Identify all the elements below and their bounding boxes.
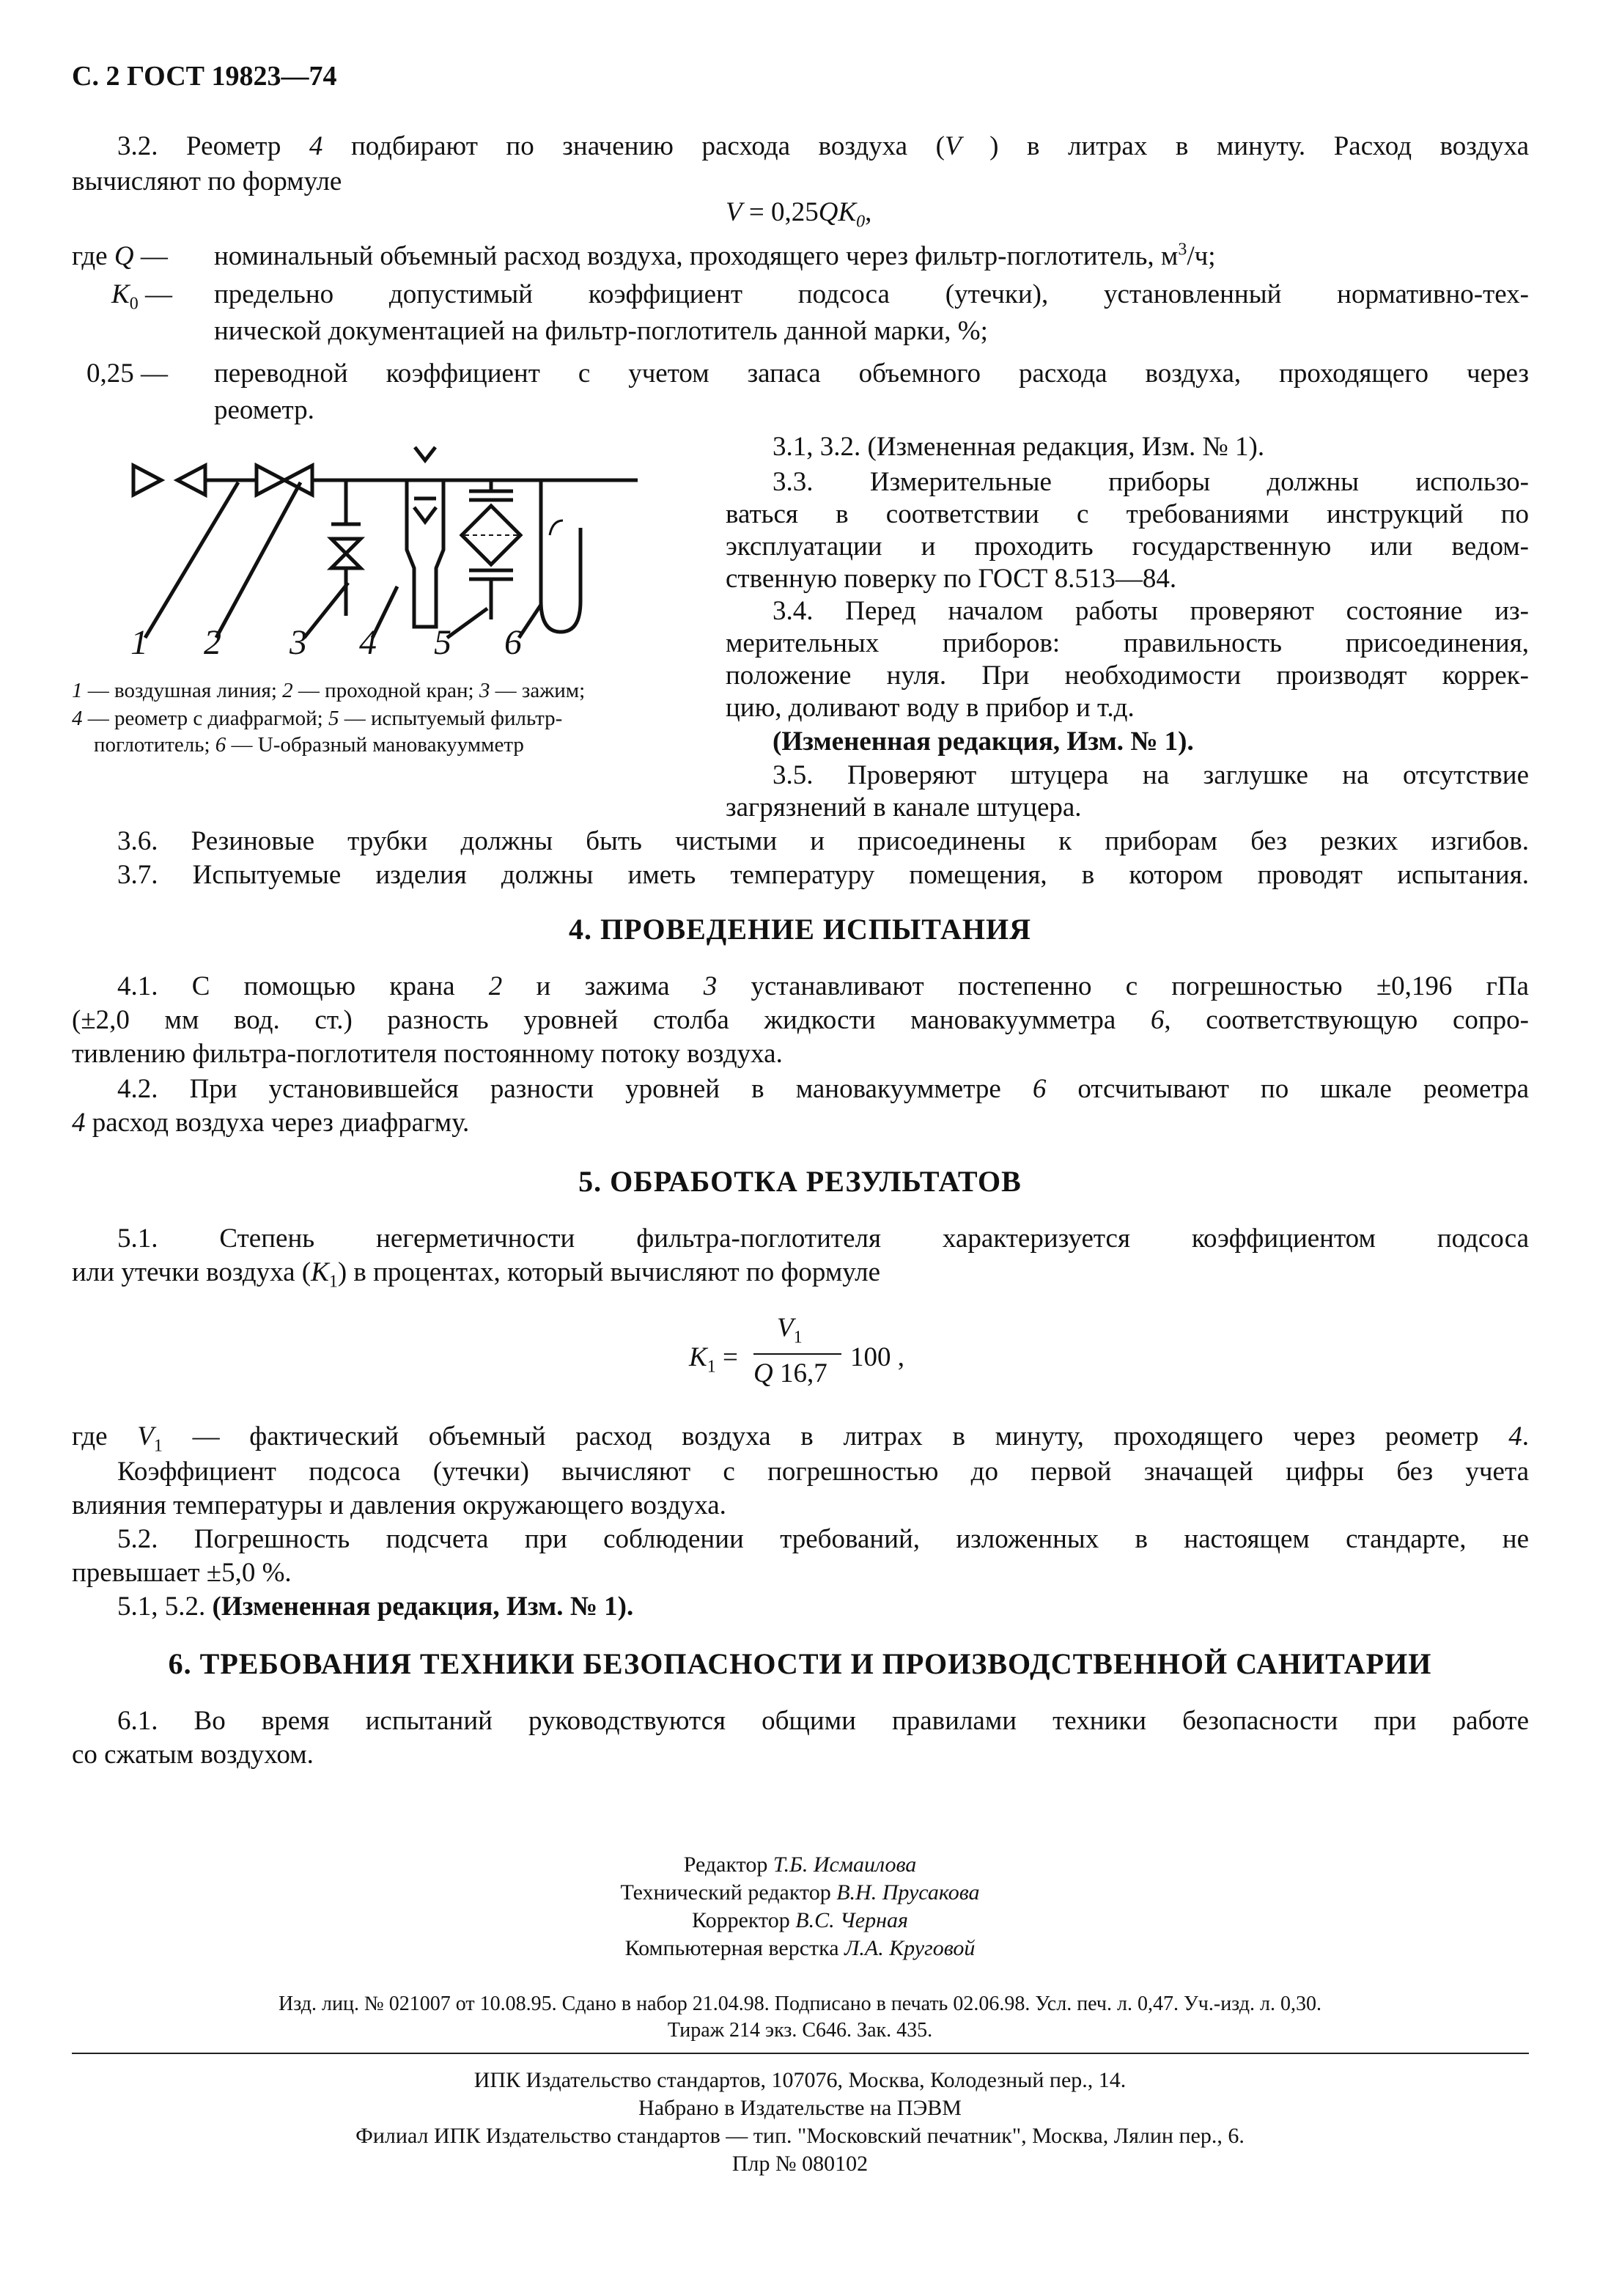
imprint-line1: Изд. лиц. № 021007 от 10.08.95. Сдано в набор 21.04.98. Подписано в печать 02.06.98. Усл. печ. л. 0,47. Уч.-изд. л. 0,30.: [279, 1993, 1321, 2015]
text: (±2,0 мм вод. ст.) разность уровней столба жидкости мановакуумметра: [72, 1005, 1151, 1035]
caption-text: — U-образный мановакуумметр: [226, 733, 524, 757]
imprint-line2: Тираж 214 экз. С646. Зак. 435.: [667, 2019, 933, 2042]
text: ) в литрах в минуту. Расход воздуха: [961, 131, 1529, 161]
caption-num: 4: [72, 707, 83, 730]
p41-line1: [117, 971, 1529, 1003]
figure-caption-line3: [94, 732, 524, 758]
ref-4: 4: [309, 131, 323, 161]
schematic-svg: [125, 440, 638, 660]
text: 16,7: [773, 1358, 827, 1388]
ref-3: 3: [703, 971, 718, 1001]
subscript: 1: [328, 1272, 338, 1292]
subscript: 1: [153, 1436, 163, 1456]
text: ) в процентах, который вычисляют по формуле: [337, 1257, 881, 1287]
credit-editor: [0, 1852, 1600, 1877]
person-name: В.С. Черная: [795, 1908, 908, 1932]
subscript: 0: [856, 212, 866, 232]
caption-num: 1: [72, 679, 83, 702]
formula-lhs: [689, 1342, 738, 1377]
caption-text: — испытуемый фильтр-: [339, 707, 563, 730]
text: где: [72, 1421, 138, 1451]
p51-line1: 5.1. Степень негерметичности фильтра-поглотителя характеризуется коэффициентом подсоса: [117, 1224, 1529, 1254]
text: подбирают по значению расхода воздуха (: [322, 131, 945, 161]
text: Компьютерная верстка: [624, 1936, 845, 1960]
subscript: 1: [793, 1328, 803, 1347]
def-025-line1: переводной коэффициент с учетом запаса объемного расхода воздуха, проходящего через: [214, 358, 1529, 389]
dash: —: [140, 241, 168, 271]
def-text: /ч;: [1187, 241, 1216, 271]
formula-V: [726, 196, 872, 232]
p33-line4: ственную поверку по ГОСТ 8.513—84.: [726, 564, 1177, 594]
caption-text: поглотитель;: [94, 733, 215, 757]
caption-text: — проходной кран;: [292, 679, 479, 702]
text: устанавливают постепенно с погрешностью ±0,196 гПа: [717, 971, 1529, 1001]
amendment-3-1-3-2: [773, 431, 1264, 463]
text: ,: [865, 197, 872, 227]
person-name: Т.Б. Исмаилова: [773, 1852, 917, 1877]
fraction-bar: [753, 1353, 841, 1355]
text: и зажима: [502, 971, 704, 1001]
caption-text: — зажим;: [490, 679, 586, 702]
coef-line2: влияния температуры и давления окружающего воздуха.: [72, 1490, 726, 1520]
person-name: В.Н. Прусакова: [836, 1880, 980, 1905]
text: = 0,25: [742, 197, 819, 227]
credit-corrector: [0, 1907, 1600, 1933]
ref-4: 4: [72, 1108, 86, 1138]
publisher-line1: ИПК Издательство стандартов, 107076, Москва, Колодезный пер., 14.: [473, 2068, 1127, 2092]
where-V1: [72, 1421, 1529, 1456]
paragraph-3-2-line2: вычисляют по формуле: [72, 166, 342, 196]
amendment-note: (Измененная редакция, Изм. № 1).: [212, 1592, 634, 1622]
symbol-QK: QK: [818, 197, 857, 227]
text: расход воздуха через диафрагму.: [85, 1108, 470, 1138]
symbol-K: K: [689, 1342, 707, 1372]
formula-numerator: [777, 1312, 803, 1347]
symbol-Q: Q: [753, 1358, 773, 1388]
text: 4.1. С помощью крана: [117, 971, 489, 1001]
fig-label-6: 6: [504, 623, 522, 660]
fig-label-1: 1: [130, 623, 148, 660]
symbol-K0: K: [111, 279, 130, 309]
p52-line1: 5.2. Погрешность подсчета при соблюдении требований, изложенных в настоящем стандарте, не: [117, 1524, 1529, 1554]
section-5-title: 5. ОБРАБОТКА РЕЗУЛЬТАТОВ: [578, 1165, 1022, 1198]
figure-caption-line1: [72, 677, 585, 704]
ref-2: 2: [488, 971, 503, 1001]
page-header: С. 2 ГОСТ 19823—74: [72, 61, 337, 92]
subscript: 0: [129, 294, 139, 314]
publisher-line4: Плр № 080102: [731, 2152, 869, 2176]
caption-num: 6: [215, 733, 226, 757]
amendment-3-4: (Измененная редакция, Изм. № 1).: [773, 726, 1194, 757]
text: Корректор: [692, 1908, 796, 1932]
p34-line2: мерительных приборов: правильность присоединения,: [726, 628, 1529, 658]
fig-label-4: 4: [359, 623, 377, 660]
p33-line3: эксплуатации и проходить государственную или ведом-: [726, 531, 1529, 562]
section-6-title: 6. ТРЕБОВАНИЯ ТЕХНИКИ БЕЗОПАСНОСТИ И ПРОИЗВОДСТВЕННОЙ САНИТАРИИ: [168, 1647, 1432, 1680]
person-name: Л.А. Круговой: [844, 1936, 976, 1960]
formula-multiplier: 100 ,: [850, 1342, 904, 1372]
caption-text: — воздушная линия;: [82, 679, 283, 702]
text: 3.2. Реометр: [117, 131, 309, 161]
publisher-line2: Набрано в Издательстве на ПЭВМ: [638, 2096, 962, 2120]
dash: —: [141, 358, 168, 389]
p41-line3: тивлению фильтра-поглотителя постоянному потоку воздуха.: [72, 1039, 783, 1069]
p61-line1: 6.1. Во время испытаний руководствуются общими правилами техники безопасности при работе: [117, 1706, 1529, 1736]
dash: —: [144, 279, 172, 309]
p33-line1: 3.3. Измерительные приборы должны использо-: [773, 467, 1529, 497]
symbol-V: V: [726, 197, 742, 227]
symbol-V1: V: [137, 1421, 154, 1451]
figure-caption-line2: [72, 705, 562, 732]
credit-layout: [0, 1935, 1600, 1961]
fig-label-2: 2: [204, 623, 221, 660]
ref-4: 4: [1508, 1421, 1522, 1451]
superscript: 3: [1178, 240, 1187, 260]
symbol-V: V: [944, 131, 962, 161]
caption-num: 5: [328, 707, 339, 730]
p33-line2: ваться в соответствии с требованиями инструкций по: [726, 499, 1529, 529]
p35-line2: загрязнений в канале штуцера.: [726, 792, 1082, 823]
caption-num: 2: [282, 679, 293, 702]
symbol-K1: K: [311, 1257, 329, 1287]
formula-denominator: [753, 1358, 827, 1390]
symbol-Q: Q: [114, 241, 134, 271]
ref-6: 6: [1032, 1074, 1047, 1104]
p41-line2: [72, 1004, 1529, 1037]
paragraph-3-2: [72, 130, 1529, 163]
text: 4.2. При установившейся разности уровней в мановакуумметре: [117, 1074, 1033, 1104]
fig-label-5: 5: [434, 623, 451, 660]
p42-line1: [117, 1073, 1529, 1105]
coef-line1: Коэффициент подсоса (утечки) вычисляют с погрешностью до первой значащей цифры без учета: [117, 1457, 1529, 1487]
publisher-line3: Филиал ИПК Издательство стандартов — тип. "Московский печатник", Москва, Лялин пер., 6.: [355, 2124, 1245, 2148]
text: 3.1, 3.2. (Измененная редакция, Изм. № 1).: [773, 432, 1265, 462]
section-4-title: 4. ПРОВЕДЕНИЕ ИСПЫТАНИЯ: [569, 913, 1031, 946]
paragraph-3-6: 3.6. Резиновые трубки должны быть чистыми и присоединены к приборам без резких изгибов.: [117, 826, 1529, 856]
ref-6: 6: [1150, 1005, 1165, 1035]
text: =: [715, 1342, 738, 1372]
p34-line3: положение нуля. При необходимости производят коррек-: [726, 661, 1529, 691]
text: , соответствующую сопро-: [1164, 1005, 1529, 1035]
paragraph-3-7: 3.7. Испытуемые изделия должны иметь температуру помещения, в котором проводят испытания.: [117, 860, 1529, 890]
text: отсчитывают по шкале реометра: [1046, 1074, 1529, 1104]
text: — фактический объемный расход воздуха в литрах в минуту, проходящего через реометр: [162, 1421, 1509, 1451]
def-k0-line2: нической документацией на фильтр-поглотитель данной марки, %;: [214, 316, 988, 346]
divider: [72, 2053, 1529, 2054]
subscript: 1: [707, 1357, 716, 1377]
p34-line1: 3.4. Перед началом работы проверяют состояние из-: [773, 596, 1529, 626]
p61-line2: со сжатым воздухом.: [72, 1740, 314, 1770]
p35-line1: 3.5. Проверяют штуцера на заглушке на отсутствие: [773, 760, 1529, 790]
p34-line4: цию, доливают воду в прибор и т.д.: [726, 693, 1135, 723]
p51-line2: [72, 1256, 881, 1292]
amendment-5: [117, 1591, 633, 1623]
caption-text: — реометр с диафрагмой;: [82, 707, 328, 730]
text: .: [1522, 1421, 1529, 1451]
symbol-V: V: [777, 1313, 794, 1343]
def-k0-line1: предельно допустимый коэффициент подсоса (утечки), установленный нормативно-тех-: [214, 279, 1529, 309]
caption-num: 3: [479, 679, 490, 702]
text: Редактор: [683, 1852, 773, 1877]
def-text: номинальный объемный расход воздуха, проходящего через фильтр-поглотитель, м: [214, 241, 1179, 271]
text-where: где: [72, 241, 108, 271]
fig-label-3: 3: [290, 623, 307, 660]
def-025-line2: реометр.: [214, 395, 314, 425]
text: 5.1, 5.2.: [117, 1592, 213, 1622]
p42-line2: [72, 1107, 469, 1139]
text: Технический редактор: [620, 1880, 837, 1905]
schematic-figure: [125, 440, 638, 660]
text: или утечки воздуха (: [72, 1257, 311, 1287]
credit-tech-editor: [0, 1880, 1600, 1905]
formula-K1: [689, 1312, 982, 1400]
symbol-025: 0,25: [86, 358, 134, 389]
p52-line2: превышает ±5,0 %.: [72, 1558, 292, 1588]
